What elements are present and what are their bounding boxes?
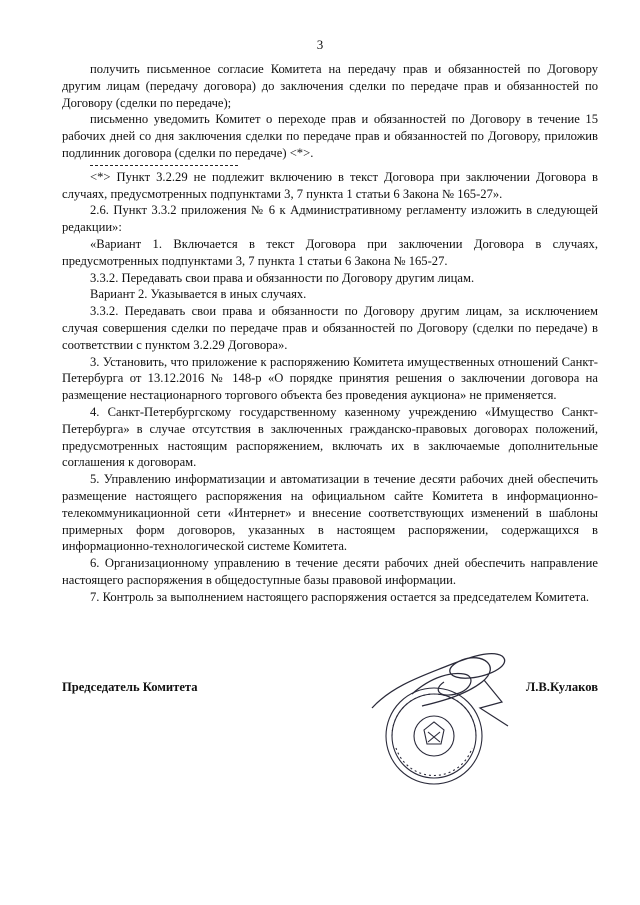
paragraph: письменно уведомить Комитет о переходе прав и обязанностей по Договору в течение 15 рабочих дней со дня заключения сделки по передаче прав и обязанностей по Договору, приложив подлинник договора (сделки по передаче) <*>. <box>62 112 598 160</box>
signatory-name: Л.В.Кулаков <box>525 680 598 694</box>
paragraph: 3.3.2. Передавать свои права и обязанности по Договору другим лицам, за исключением случая совершения сделки по передаче прав и обязанностей по Договору (сделки по передаче) в соответствии с пунктом 3.2.29 Договора». <box>62 304 598 352</box>
paragraph: 3.3.2. Передавать свои права и обязанности по Договору другим лицам. <box>90 270 475 285</box>
paragraph: 7. Контроль за выполнением настоящего распоряжения остается за председателем Комитета. <box>90 589 590 604</box>
paragraph: 2.6. Пункт 3.3.2 приложения № 6 к Административному регламенту изложить в следующей редакции»: <box>62 203 598 235</box>
official-seal-and-signature <box>352 646 522 786</box>
signatory-title: Председатель Комитета <box>62 680 198 694</box>
page-number: 3 <box>316 37 324 52</box>
paragraph: 6. Организационному управлению в течение десяти рабочих дней обеспечить направление настоящего распоряжения в общедоступные базы правовой информации. <box>62 556 598 587</box>
footnote-separator <box>90 165 238 166</box>
footnote: <*> Пункт 3.2.29 не подлежит включению в текст Договора при заключении Договора в случаях, предусмотренных подпунктами 3, 7 пункта 1 статьи 6 Закона № 165-27». <box>62 169 598 201</box>
paragraph: Вариант 2. Указывается в иных случаях. <box>90 287 307 302</box>
paragraph: 4. Санкт-Петербургскому государственному казенному учреждению «Имущество Санкт-Петербурга» в случае отсутствия в заключенных гражданско-правовых договорах положений, предусмотренных настоящим распоряжением, включать их в заключаемые дополнительные соглашения к договорам. <box>62 404 598 470</box>
paragraph: 5. Управлению информатизации и автоматизации в течение десяти рабочих дней обеспечить размещение настоящего распоряжения на официальном сайте Комитета в информационно-телекоммуникационной сети «Интернет» и внесение соответствующих изменений в шаблоны примерных форм договоров, указанных в настоящем распоряжении, содержащихся в информационно-технологической системе Комитета. <box>62 472 598 554</box>
paragraph: получить письменное согласие Комитета на передачу прав и обязанностей по Договору другим лицам (передачу договора) до заключения сделки по передаче прав и обязанностей по Договору (сделки по передаче); <box>62 62 598 110</box>
document-body <box>62 61 598 606</box>
paragraph: 3. Установить, что приложение к распоряжению Комитета имущественных отношений Санкт-Петербурга от 13.12.2016 № 148-р «О порядке принятия решения о заключении договора на размещение нестационарного торгового объекта без проведения аукциона» не применяется. <box>62 354 598 403</box>
paragraph: «Вариант 1. Включается в текст Договора при заключении Договора в случаях, предусмотренных подпунктами 3, 7 пункта 1 статьи 6 Закона № 165-27. <box>62 236 598 268</box>
